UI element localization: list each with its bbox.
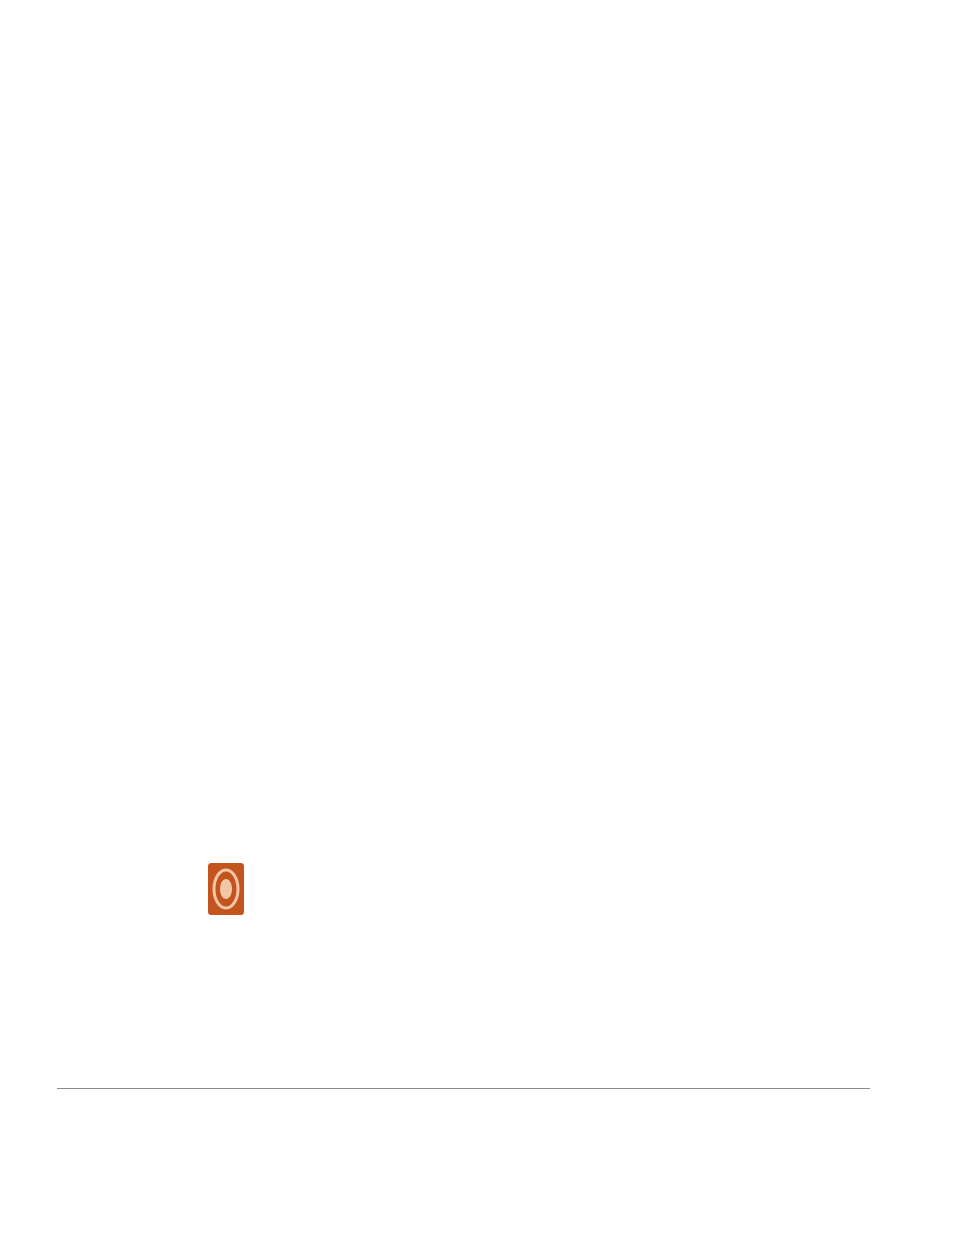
preso-logo <box>208 863 244 915</box>
footer-divider <box>57 1088 870 1089</box>
logo-ring-inner <box>220 879 232 899</box>
